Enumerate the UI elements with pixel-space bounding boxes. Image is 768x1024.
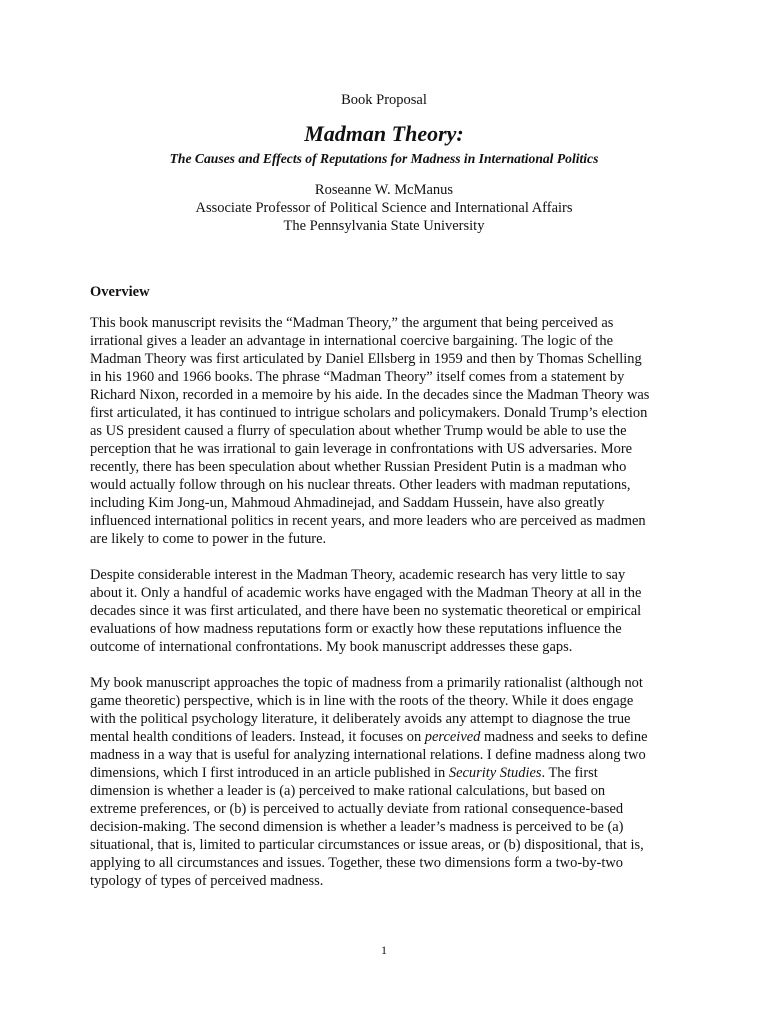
header-label: Book Proposal [341,92,427,108]
book-title: Madman Theory: [304,121,464,146]
paragraph-3 [90,674,680,890]
paragraph-3-emphasis-perceived: perceived [424,729,481,745]
paragraph-3-emphasis-journal: Security Studies [448,765,542,781]
paragraph-2: Despite considerable interest in the Madman Theory, academic research has very little to say about it. Only a handful of academic works have engaged with the Madman Theory at all in the decades since it was first articulated, and there have been no systematic theoretical or empirical evaluations of how madness reputations form or exactly how these reputations influence the outcome of international confrontations. My book manuscript addresses these gaps. [90,567,642,655]
paragraph-3-part-b: madness and seeks to define madness in a way that is useful for analyzing international relations. I define madness along two dimensions, which I first introduced in an article published in [90,729,648,781]
section-heading-overview: Overview [90,284,150,300]
paragraph-1: This book manuscript revisits the “Madman Theory,” the argument that being perceived as irrational gives a leader an advantage in international coercive bargaining. The logic of the Madman Theory was first articulated by Daniel Ellsberg in 1959 and then by Thomas Schelling in his 1960 and 1966 books. The phrase “Madman Theory” itself comes from a statement by Richard Nixon, recorded in a memoire by his aide. In the decades since the Madman Theory was first articulated, it has continued to intrigue scholars and policymakers. Donald Trump’s election as US president caused a flurry of speculation about whether Trump would be able to use the perception that he was irrational to gain leverage in confrontations with US adversaries. More recently, there has been speculation about whether Russian President Putin is a madman who would actually follow through on his nuclear threats. Other leaders with madman reputations, including Kim Jong-un, Mahmoud Ahmadinejad, and Saddam Hussein, have also greatly influenced international politics in recent years, and more leaders who are perceived as madmen are likely to come to power in the future. [90,315,650,547]
author-position: Associate Professor of Political Science and International Affairs [195,200,573,216]
book-subtitle: The Causes and Effects of Reputations for Madness in International Politics [169,151,599,166]
author-name: Roseanne W. McManus [314,182,454,198]
paragraph-3-part-a: My book manuscript approaches the topic of madness from a primarily rationalist (although not game theoretic) perspective, which is in line with the roots of the theory. While it does engage with the political psychology literature, it deliberately avoids any attempt to diagnose the true mental health conditions of leaders. Instead, it focuses on [90,675,643,745]
page-number: 1 [381,943,387,957]
author-block [0,181,768,235]
paragraph-3-part-c: . The first dimension is whether a leader is (a) perceived to make rational calculations, but based on extreme preferences, or (b) is perceived to actually deviate from rational consequence-based decision-making. The second dimension is whether a leader’s madness is perceived to be (a) situational, that is, limited to particular circumstances or issue areas, or (b) dispositional, that is, applying to all circumstances and issues. Together, these two dimensions form a two-by-two typology of types of perceived madness. [90,765,644,889]
overview-body [90,314,680,908]
author-institution: The Pennsylvania State University [283,218,485,234]
